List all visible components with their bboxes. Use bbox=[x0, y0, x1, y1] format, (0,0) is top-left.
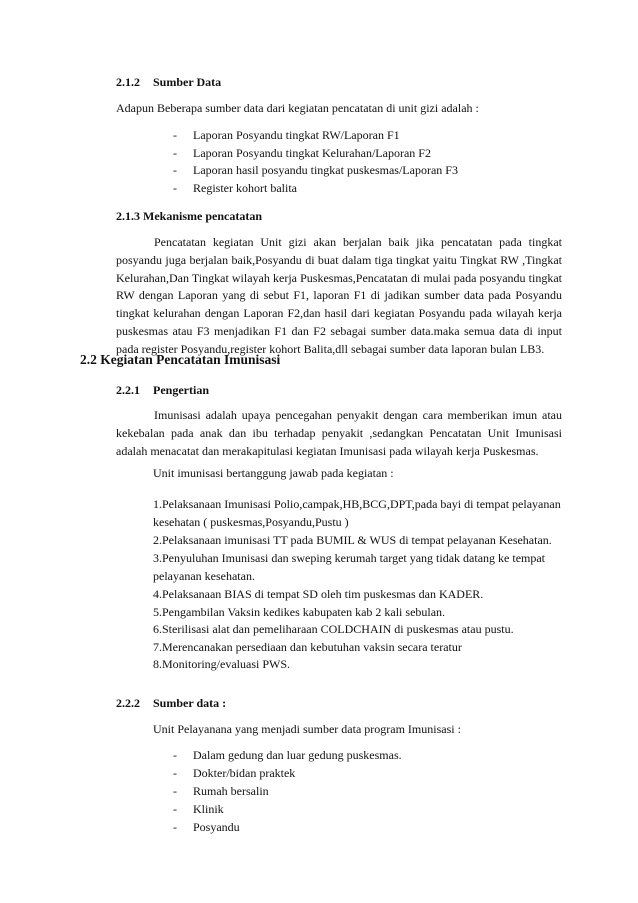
bullet-dash: - bbox=[173, 766, 177, 780]
list-item: Register kohort balita bbox=[193, 181, 297, 195]
lead-text: Unit Pelayanana yang menjadi sumber data program Imunisasi : bbox=[153, 722, 461, 736]
section-number-2-1-2: 2.1.2 bbox=[116, 75, 140, 89]
numbered-list-line: 7.Merencanakan persediaan dan kebutuhan vaksin secara teratur bbox=[153, 640, 462, 654]
lead-text: Unit imunisasi bertanggung jawab pada kegiatan : bbox=[153, 466, 394, 480]
numbered-list-line: pelayanan kesehatan. bbox=[153, 569, 255, 583]
section-number-2-2-2: 2.2.2 bbox=[116, 696, 140, 710]
bullet-dash: - bbox=[173, 163, 177, 177]
section-heading-2-1-3: 2.1.3 Mekanisme pencatatan bbox=[116, 209, 262, 223]
numbered-list-line: 1.Pelaksanaan Imunisasi Polio,campak,HB,BCG,DPT,pada bayi di tempat pelayanan bbox=[153, 497, 561, 511]
numbered-list-line: 8.Monitoring/evaluasi PWS. bbox=[153, 657, 290, 671]
list-item: Laporan hasil posyandu tingkat puskesmas/Laporan F3 bbox=[193, 163, 458, 177]
numbered-list-line: 2.Pelaksanaan imunisasi TT pada BUMIL & WUS di tempat pelayanan Kesehatan. bbox=[153, 533, 552, 547]
bullet-dash: - bbox=[173, 128, 177, 142]
section-heading-2-2: 2.2 Kegiatan Pencatatan Imunisasi bbox=[80, 352, 281, 367]
numbered-list-line: 6.Sterilisasi alat dan pemeliharaan COLDCHAIN di puskesmas atau pustu. bbox=[153, 622, 514, 636]
numbered-list-line: 3.Penyuluhan Imunisasi dan sweping kerumah target yang tidak datang ke tempat bbox=[153, 551, 546, 565]
list-item: Dalam gedung dan luar gedung puskesmas. bbox=[193, 748, 402, 762]
section-number-2-2-1: 2.2.1 bbox=[116, 383, 140, 397]
list-item: Dokter/bidan praktek bbox=[193, 766, 296, 780]
numbered-list-line: kesehatan ( puskesmas,Posyandu,Pustu ) bbox=[153, 515, 349, 529]
paragraph-mekanisme: Pencatatan kegiatan Unit gizi akan berjalan baik jika pencatatan pada tingkat posyandu juga berjalan baik,Posyandu di buat dalam tiga tingkat yaitu Tingkat RW ,Tingkat Kelurahan,Dan Tingkat wilayah kerja Puskesmas,Pencatatan di mulai pada posyandu tingkat RW dengan Laporan yang di sebut F1, laporan F1 di jadikan sumber data pada Posyandu tingkat kelurahan dengan Laporan F2,dan hasil dari kegiatan Posyandu pada wilayah kerja puskesmas atau F3 menjadikan F1 dan F2 sebagai sumber data.maka semua data di input pada register Posyandu,register kohort Balita,dll sebagai sumber data laporan bulan LB3. bbox=[116, 235, 562, 356]
numbered-list-line: 4.Pelaksanaan BIAS di tempat SD oleh tim puskesmas dan KADER. bbox=[153, 587, 484, 601]
numbered-list-line: 5.Pengambilan Vaksin kedikes kabupaten kab 2 kali sebulan. bbox=[153, 605, 446, 619]
list-item: Klinik bbox=[193, 802, 224, 816]
list-item: Laporan Posyandu tingkat Kelurahan/Laporan F2 bbox=[193, 146, 431, 160]
list-item: Posyandu bbox=[193, 820, 240, 834]
intro-text: Adapun Beberapa sumber data dari kegiatan pencatatan di unit gizi adalah : bbox=[116, 101, 479, 115]
bullet-dash: - bbox=[173, 146, 177, 160]
section-title-sumber-data-2: Sumber data : bbox=[153, 696, 227, 710]
bullet-dash: - bbox=[173, 820, 177, 834]
section-title-pengertian: Pengertian bbox=[153, 383, 209, 397]
section-title-sumber-data: Sumber Data bbox=[153, 75, 222, 89]
bullet-dash: - bbox=[173, 784, 177, 798]
bullet-dash: - bbox=[173, 802, 177, 816]
list-item: Laporan Posyandu tingkat RW/Laporan F1 bbox=[193, 128, 400, 142]
paragraph-pengertian: Imunisasi adalah upaya pencegahan penyakit dengan cara memberikan imun atau kekebalan pada anak dan ibu terhadap penyakit ,sedangkan Pencatatan Unit Imunisasi adalah menacatat dan merakapitulasi kegiatan Imunisasi pada wilayah kerja Puskesmas. bbox=[116, 408, 562, 458]
list-item: Rumah bersalin bbox=[193, 784, 269, 798]
bullet-dash: - bbox=[173, 181, 177, 195]
bullet-dash: - bbox=[173, 748, 177, 762]
